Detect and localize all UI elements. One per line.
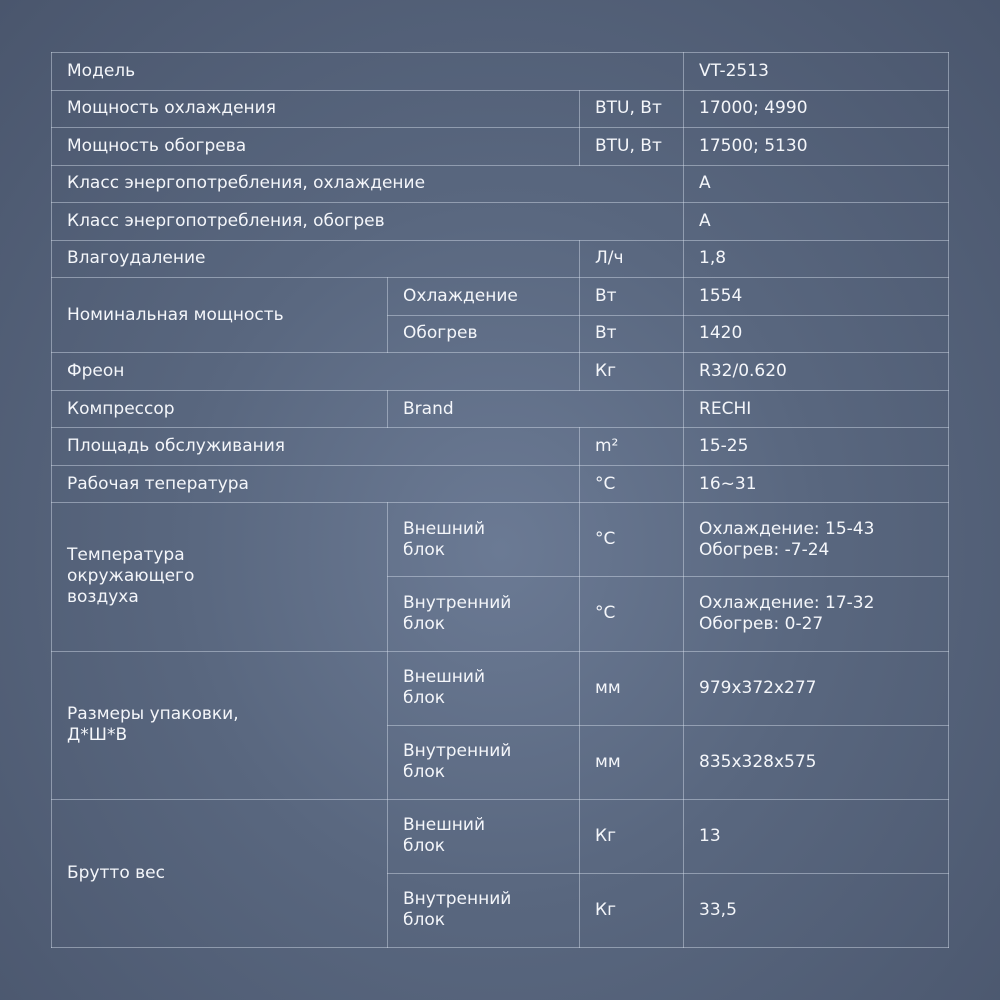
spec-value: 1,8 xyxy=(684,240,949,278)
spec-unit: °C xyxy=(580,577,684,651)
table-row-energy-class-cooling xyxy=(52,165,949,203)
table-row-model xyxy=(52,53,949,91)
table-row-ambient-temp-outdoor xyxy=(52,503,949,577)
spec-unit: мм xyxy=(580,651,684,725)
spec-unit: BTU, Вт xyxy=(580,90,684,128)
spec-sublabel: Внешний блок xyxy=(388,799,580,873)
spec-label: Модель xyxy=(52,53,684,91)
spec-value: 835x328x575 xyxy=(684,725,949,799)
spec-sublabel: Внутренний блок xyxy=(388,577,580,651)
spec-unit: °C xyxy=(580,503,684,577)
spec-sublabel: Охлаждение xyxy=(388,278,580,316)
spec-value: Охлаждение: 15-43 Обогрев: -7-24 xyxy=(684,503,949,577)
spec-value: A xyxy=(684,165,949,203)
spec-label: Компрессор xyxy=(52,390,388,428)
spec-unit: Вт xyxy=(580,278,684,316)
spec-label: Площадь обслуживания xyxy=(52,428,580,466)
spec-unit: Кг xyxy=(580,353,684,391)
spec-label: Температура окружающего воздуха xyxy=(52,503,388,651)
spec-value: 17500; 5130 xyxy=(684,128,949,166)
spec-value: R32/0.620 xyxy=(684,353,949,391)
spec-sublabel: Внешний блок xyxy=(388,503,580,577)
table-row-service-area xyxy=(52,428,949,466)
spec-unit: m² xyxy=(580,428,684,466)
spec-sublabel: Обогрев xyxy=(388,315,580,353)
table-row-package-size-outdoor xyxy=(52,651,949,725)
table-row-energy-class-heating xyxy=(52,203,949,241)
spec-value: 17000; 4990 xyxy=(684,90,949,128)
spec-unit: Кг xyxy=(580,799,684,873)
spec-label: Брутто вес xyxy=(52,799,388,947)
spec-value: 15-25 xyxy=(684,428,949,466)
spec-value: 13 xyxy=(684,799,949,873)
spec-label: Мощность охлаждения xyxy=(52,90,580,128)
table-row-heating-power xyxy=(52,128,949,166)
spec-unit: BTU, Вт xyxy=(580,128,684,166)
spec-value: 1554 xyxy=(684,278,949,316)
spec-label: Фреон xyxy=(52,353,580,391)
spec-value: 16~31 xyxy=(684,465,949,503)
spec-unit: °C xyxy=(580,465,684,503)
table-row-gross-weight-outdoor xyxy=(52,799,949,873)
spec-label: Размеры упаковки, Д*Ш*В xyxy=(52,651,388,799)
spec-unit: Вт xyxy=(580,315,684,353)
spec-unit: Л/ч xyxy=(580,240,684,278)
spec-label: Влагоудаление xyxy=(52,240,580,278)
spec-label: Класс энергопотребления, охлаждение xyxy=(52,165,684,203)
spec-value: Охлаждение: 17-32 Обогрев: 0-27 xyxy=(684,577,949,651)
spec-label: Класс энергопотребления, обогрев xyxy=(52,203,684,241)
spec-label: Номинальная мощность xyxy=(52,278,388,353)
spec-label: Рабочая теператуpa xyxy=(52,465,580,503)
table-row-dehumidification xyxy=(52,240,949,278)
spec-unit: мм xyxy=(580,725,684,799)
table-row-cooling-power xyxy=(52,90,949,128)
table-row-refrigerant xyxy=(52,353,949,391)
spec-unit: Кг xyxy=(580,873,684,947)
spec-sublabel: Brand xyxy=(388,390,684,428)
spec-value: 979x372x277 xyxy=(684,651,949,725)
spec-value: RECHI xyxy=(684,390,949,428)
spec-sublabel: Внутренний блок xyxy=(388,725,580,799)
table-row-rated-power-cooling xyxy=(52,278,949,316)
spec-sublabel: Внешний блок xyxy=(388,651,580,725)
spec-label: Мощность обогрева xyxy=(52,128,580,166)
spec-value: 33,5 xyxy=(684,873,949,947)
spec-sublabel: Внутренний блок xyxy=(388,873,580,947)
spec-table xyxy=(51,52,949,948)
table-row-compressor xyxy=(52,390,949,428)
spec-value: VT-2513 xyxy=(684,53,949,91)
spec-value: A xyxy=(684,203,949,241)
table-row-operating-temp xyxy=(52,465,949,503)
spec-value: 1420 xyxy=(684,315,949,353)
